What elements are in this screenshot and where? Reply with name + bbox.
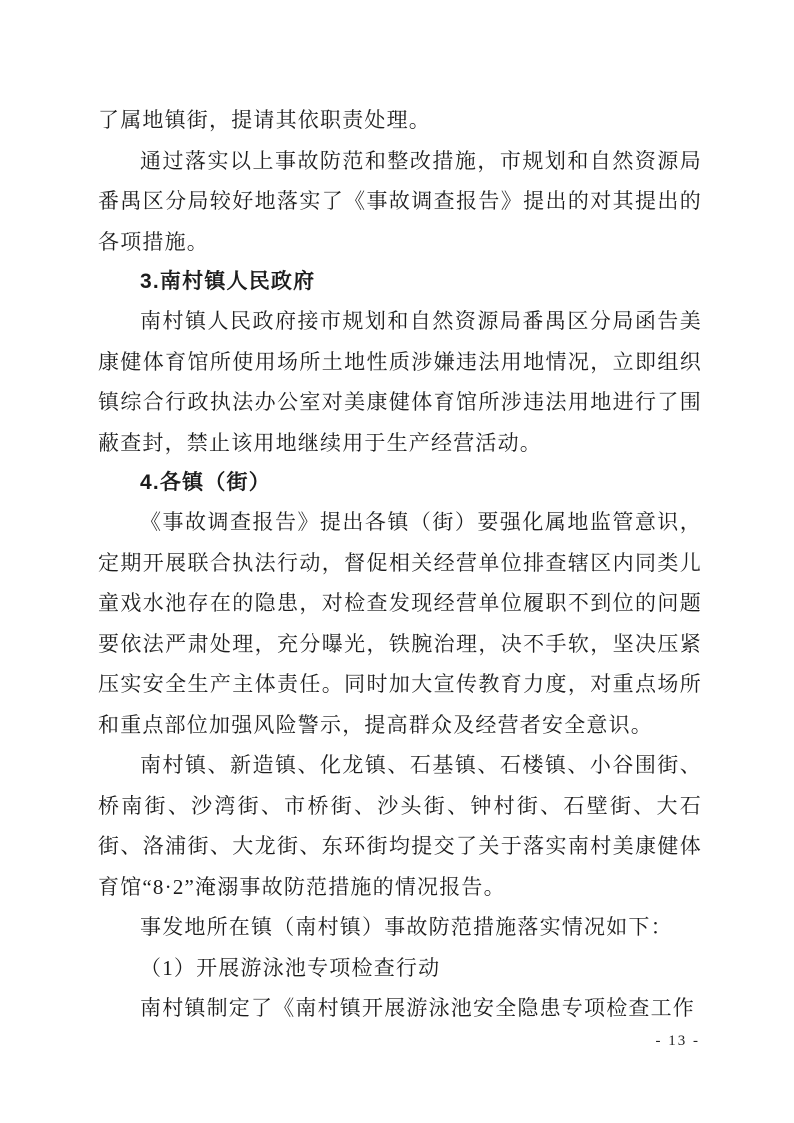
paragraph: 南村镇、新造镇、化龙镇、石基镇、石楼镇、小谷围街、桥南街、沙湾街、市桥街、沙头街、钟村街、石壁街、大石街、洛浦街、大龙街、东环街均提交了关于落实南村美康健体育馆“8·2”淹溺事故防范措施的情况报告。 <box>98 753 702 899</box>
page-number: - 13 - <box>655 1033 700 1049</box>
document-body <box>98 100 702 1029</box>
paragraph: 《事故调查报告》提出各镇（街）要强化属地监管意识，定期开展联合执法行动，督促相关经营单位排查辖区内同类儿童戏水池存在的隐患，对检查发现经营单位履职不到位的问题要依法严肃处理，充分曝光，铁腕治理，决不手软，坚决压紧压实安全生产主体责任。同时加大宣传教育力度，对重点场所和重点部位加强风险警示，提高群众及经营者安全意识。 <box>98 510 702 737</box>
paragraph: 通过落实以上事故防范和整改措施，市规划和自然资源局番禺区分局较好地落实了《事故调查报告》提出的对其提出的各项措施。 <box>98 148 702 254</box>
paragraph: 南村镇制定了《南村镇开展游泳池安全隐患专项检查工作 <box>140 996 695 1020</box>
paragraph-continuation: 了属地镇街，提请其依职责处理。 <box>98 108 431 132</box>
paragraph: 事发地所在镇（南村镇）事故防范措施落实情况如下： <box>140 915 673 939</box>
paragraph-list-item: （1）开展游泳池专项检查行动 <box>140 955 441 980</box>
paragraph: 南村镇人民政府接市规划和自然资源局番禺区分局函告美康健体育馆所使用场所土地性质涉嫌违法用地情况，立即组织镇综合行政执法办公室对美康健体育馆所涉违法用地进行了围蔽查封，禁止该用地继续用于生产经营活动。 <box>98 309 702 455</box>
section-heading-each-town-street: 4.各镇（街） <box>140 471 271 494</box>
section-heading-nancun-town-government: 3.南村镇人民政府 <box>140 270 316 293</box>
